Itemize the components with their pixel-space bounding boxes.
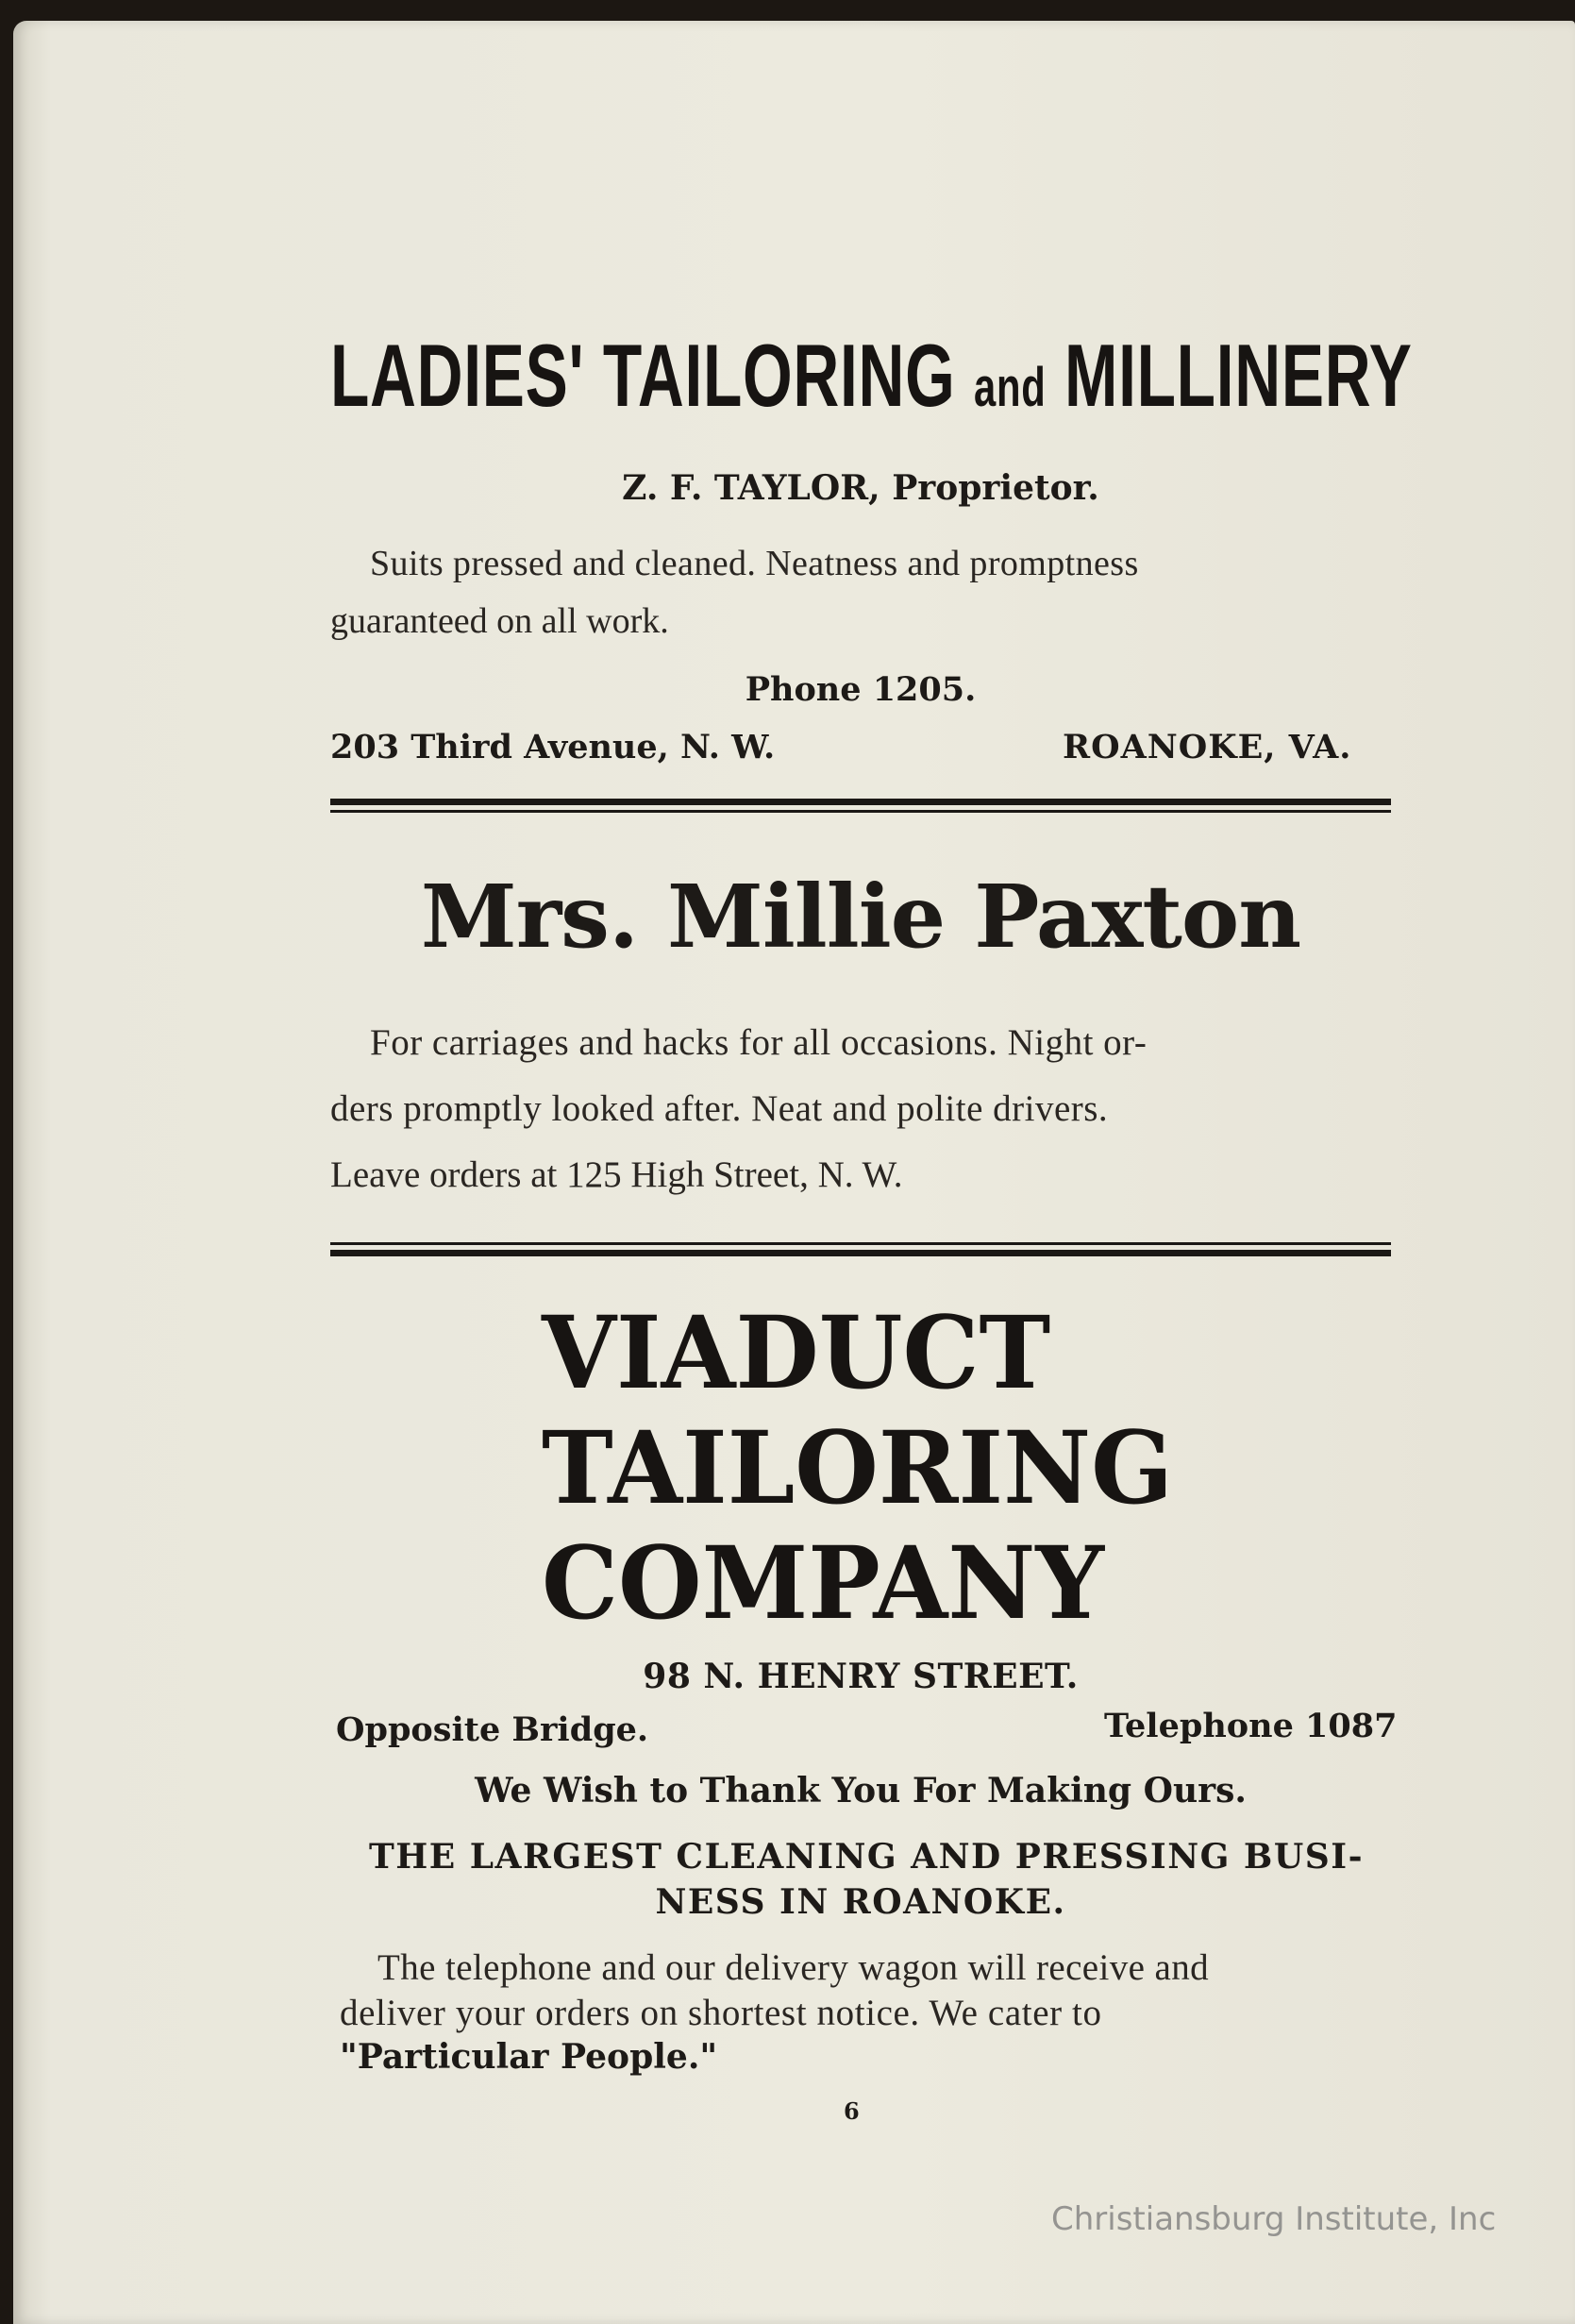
ad1-city: ROANOKE, VA.: [1063, 728, 1352, 766]
ad1-heading-a: LADIES' TAILORING: [330, 326, 975, 425]
ad3-thanks: We Wish to Thank You For Making Ours.: [475, 1771, 1247, 1810]
ad2-line3: Leave orders at 125 High Street, N. W.: [330, 1154, 903, 1195]
ad1-phone: Phone 1205.: [745, 670, 977, 709]
ad3-title-line2: TAILORING: [542, 1408, 1173, 1526]
ad2-title: Mrs. Millie Paxton: [420, 866, 1301, 968]
ad1-proprietor: Z. F. TAYLOR, Proprietor.: [622, 468, 1099, 508]
ad1-body-line2: guaranteed on all work.: [330, 601, 669, 641]
ad3-title-line1: VIADUCT: [542, 1293, 1051, 1411]
ad1-heading-b: MILLINERY: [1046, 326, 1413, 425]
ad1-heading-and: and: [974, 357, 1047, 418]
ad3-body-line3: "Particular People.": [340, 2037, 718, 2077]
ad1-body-line1: Suits pressed and cleaned. Neatness and promptness: [370, 544, 1139, 583]
ad1-heading: [330, 325, 1413, 457]
ad3-body-line2: deliver your orders on shortest notice. We cater to: [340, 1993, 1102, 2033]
ad3-slogan-line2: NESS IN ROANOKE.: [655, 1882, 1066, 1922]
ad3-location: Opposite Bridge.: [336, 1710, 649, 1749]
ad3-title: [542, 1295, 1173, 1641]
ad1-address: 203 Third Avenue, N. W.: [330, 728, 776, 766]
ad2-line2: ders promptly looked after. Neat and polite drivers.: [330, 1088, 1109, 1129]
divider-rule-1: [330, 799, 1391, 813]
ad3-title-line3: COMPANY: [542, 1524, 1105, 1642]
ad2-line1: For carriages and hacks for all occasions. Night or-: [370, 1022, 1148, 1063]
watermark-text: Christiansburg Institute, Inc: [1051, 2200, 1497, 2238]
document-page: [13, 21, 1575, 2324]
ad3-telephone: Telephone 1087: [1104, 1707, 1398, 1745]
divider-rule-2: [330, 1242, 1391, 1256]
page-number: 6: [844, 2097, 860, 2125]
ad3-body-line1: The telephone and our delivery wagon will receive and: [377, 1947, 1210, 1988]
ad3-slogan-line1: THE LARGEST CLEANING AND PRESSING BUSI-: [368, 1837, 1365, 1877]
ad3-street: 98 N. HENRY STREET.: [643, 1657, 1079, 1696]
